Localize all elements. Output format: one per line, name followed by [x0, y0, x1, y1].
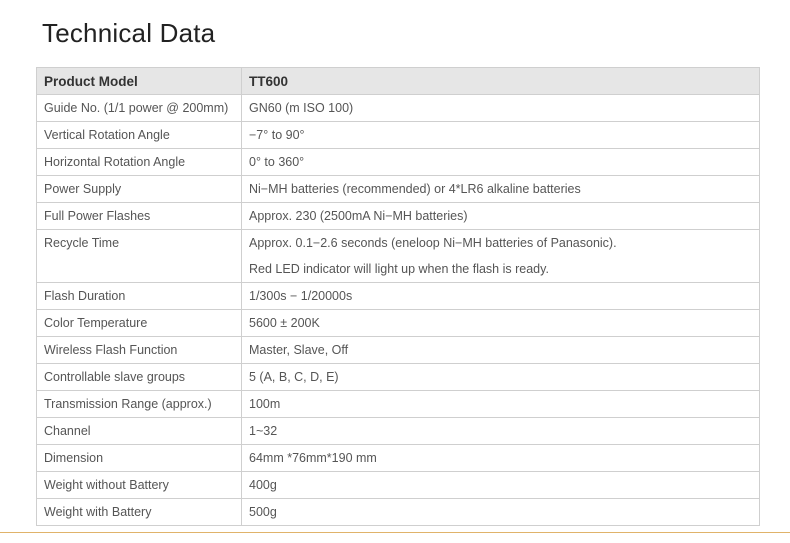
spec-value-cell: [242, 445, 760, 472]
header-label-cell: Product Model: [37, 68, 242, 95]
spec-value-line: 5600 ± 200K: [249, 316, 320, 330]
spec-value-cell: [242, 122, 760, 149]
spec-value-cell: [242, 95, 760, 122]
spec-value-line: 1/300s − 1/20000s: [249, 289, 353, 303]
spec-value-line: 0° to 360°: [249, 155, 305, 169]
spec-value-cell: [242, 391, 760, 418]
table-row: [37, 95, 760, 122]
spec-label-cell: Power Supply: [37, 176, 242, 203]
spec-value-cell: [242, 418, 760, 445]
table-row: [37, 230, 760, 283]
spec-value-line: Ni−MH batteries (recommended) or 4*LR6 alkaline batteries: [249, 182, 581, 196]
page-title: Technical Data: [42, 18, 216, 48]
spec-value-cell: [242, 310, 760, 337]
spec-value-line: Red LED indicator will light up when the flash is ready.: [249, 262, 549, 276]
spec-value-line: 400g: [249, 478, 277, 492]
spec-label-cell: Horizontal Rotation Angle: [37, 149, 242, 176]
spec-value-cell: [242, 203, 760, 230]
table-row: [37, 472, 760, 499]
table-row: [37, 364, 760, 391]
spec-value-cell: [242, 149, 760, 176]
spec-value-cell: [242, 499, 760, 526]
table-row: [37, 176, 760, 203]
spec-label-cell: Weight with Battery: [37, 499, 242, 526]
spec-value-line: Approx. 230 (2500mA Ni−MH batteries): [249, 209, 468, 223]
spec-label-cell: Flash Duration: [37, 283, 242, 310]
table-row: [37, 310, 760, 337]
table-row: [37, 499, 760, 526]
table-row: [37, 283, 760, 310]
spec-label-cell: Controllable slave groups: [37, 364, 242, 391]
spec-value-line: Master, Slave, Off: [249, 343, 349, 357]
spec-label-cell: Channel: [37, 418, 242, 445]
spec-table: [36, 67, 760, 526]
spec-label-cell: Color Temperature: [37, 310, 242, 337]
spec-value-line: 500g: [249, 505, 277, 519]
table-row: [37, 122, 760, 149]
spec-label-cell: Dimension: [37, 445, 242, 472]
table-row: [37, 203, 760, 230]
spec-value-line: 64mm *76mm*190 mm: [249, 451, 377, 465]
bottom-divider: [0, 532, 790, 533]
spec-value-cell: [242, 176, 760, 203]
spec-value-line: −7° to 90°: [249, 128, 305, 142]
spec-label-cell: Weight without Battery: [37, 472, 242, 499]
spec-value-line: GN60 (m ISO 100): [249, 101, 354, 115]
spec-value-cell: [242, 337, 760, 364]
spec-value-cell: [242, 472, 760, 499]
spec-value-cell: [242, 283, 760, 310]
table-row: [37, 337, 760, 364]
spec-label-cell: Transmission Range (approx.): [37, 391, 242, 418]
table-row: [37, 149, 760, 176]
table-row: [37, 391, 760, 418]
table-row: [37, 445, 760, 472]
spec-value-line: 1~32: [249, 424, 278, 438]
spec-label-cell: Wireless Flash Function: [37, 337, 242, 364]
spec-label-cell: Full Power Flashes: [37, 203, 242, 230]
spec-value-cell: [242, 364, 760, 391]
spec-value-line: 100m: [249, 397, 281, 411]
spec-value-line: 5 (A, B, C, D, E): [249, 370, 339, 384]
spec-label-cell: Guide No. (1/1 power @ 200mm): [37, 95, 242, 122]
spec-value-cell: [242, 230, 760, 283]
spec-value-line: Approx. 0.1−2.6 seconds (eneloop Ni−MH batteries of Panasonic).: [249, 236, 617, 250]
header-value-cell: TT600: [242, 68, 760, 95]
table-row: [37, 418, 760, 445]
table-header-row: [37, 68, 760, 95]
spec-label-cell: Vertical Rotation Angle: [37, 122, 242, 149]
spec-label-cell: Recycle Time: [37, 230, 242, 283]
